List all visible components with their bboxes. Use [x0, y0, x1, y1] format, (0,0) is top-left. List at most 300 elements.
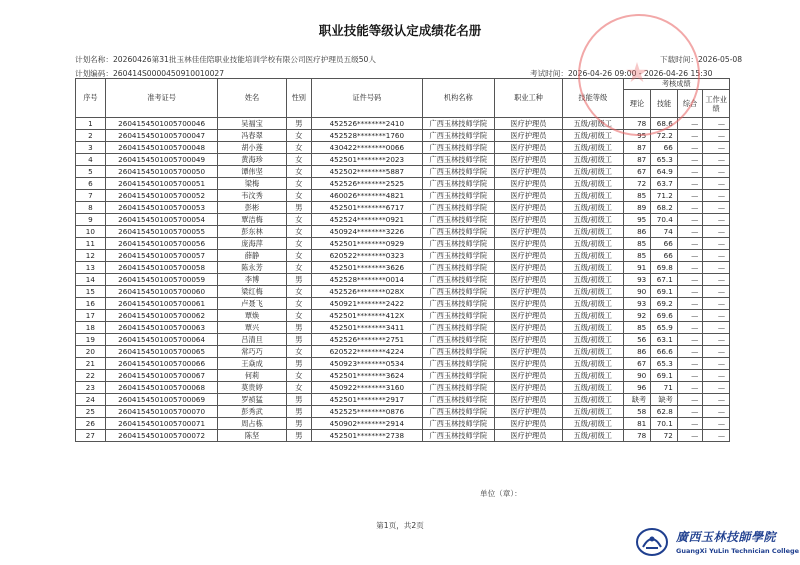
- cell-ticket: 2604154501005700062: [105, 310, 218, 322]
- table-row: [76, 298, 730, 310]
- cell-gender: 男: [286, 394, 312, 406]
- cell-comprehensive: —: [677, 214, 703, 226]
- cell-theory: 86: [623, 346, 651, 358]
- table-row: [76, 154, 730, 166]
- cell-gender: 女: [286, 310, 312, 322]
- table-row: [76, 118, 730, 130]
- cell-level: 五级/初级工: [562, 178, 623, 190]
- cell-ticket: 2604154501005700050: [105, 166, 218, 178]
- plan-name: 计划名称：20260426第31批玉林佳佳陪职业技能培训学校有限公司医疗护理员五级50人: [75, 55, 376, 64]
- cell-id: 450921********2422: [312, 298, 423, 310]
- cell-id: 452501********3624: [312, 370, 423, 382]
- cell-id: 452501********412X: [312, 310, 423, 322]
- cell-job: 医疗护理员: [494, 430, 562, 442]
- cell-id: 430422********0066: [312, 142, 423, 154]
- cell-work: —: [703, 142, 730, 154]
- cell-job: 医疗护理员: [494, 358, 562, 370]
- header-score-group: 考核成绩: [623, 79, 729, 90]
- cell-work: —: [703, 190, 730, 202]
- cell-org: 广西玉林技师学院: [422, 346, 494, 358]
- cell-gender: 女: [286, 154, 312, 166]
- cell-comprehensive: —: [677, 418, 703, 430]
- header-name: 姓名: [218, 79, 286, 118]
- cell-comprehensive: —: [677, 226, 703, 238]
- cell-ticket: 2604154501005700056: [105, 238, 218, 250]
- cell-job: 医疗护理员: [494, 394, 562, 406]
- cell-name: 吕清旦: [218, 334, 286, 346]
- cell-seq: 22: [76, 370, 106, 382]
- cell-name: 薛静: [218, 250, 286, 262]
- header-gender: 性别: [286, 79, 312, 118]
- cell-work: —: [703, 166, 730, 178]
- cell-skill: 69.8: [651, 262, 678, 274]
- cell-ticket: 2604154501005700052: [105, 190, 218, 202]
- cell-ticket: 2604154501005700061: [105, 298, 218, 310]
- cell-org: 广西玉林技师学院: [422, 418, 494, 430]
- cell-name: 冯春翠: [218, 130, 286, 142]
- table-row: [76, 238, 730, 250]
- cell-id: 452501********0929: [312, 238, 423, 250]
- cell-work: —: [703, 298, 730, 310]
- cell-seq: 23: [76, 382, 106, 394]
- cell-name: 周占栋: [218, 418, 286, 430]
- cell-theory: 95: [623, 130, 651, 142]
- header-work: 工作业绩: [703, 90, 730, 118]
- table-row: [76, 262, 730, 274]
- cell-work: —: [703, 274, 730, 286]
- cell-org: 广西玉林技师学院: [422, 130, 494, 142]
- cell-name: 庞海萍: [218, 238, 286, 250]
- cell-gender: 女: [286, 382, 312, 394]
- cell-level: 五级/初级工: [562, 142, 623, 154]
- cell-name: 罗祯猛: [218, 394, 286, 406]
- cell-theory: 90: [623, 286, 651, 298]
- cell-seq: 10: [76, 226, 106, 238]
- cell-level: 五级/初级工: [562, 130, 623, 142]
- cell-level: 五级/初级工: [562, 382, 623, 394]
- cell-job: 医疗护理员: [494, 418, 562, 430]
- cell-job: 医疗护理员: [494, 178, 562, 190]
- cell-skill: 69.1: [651, 286, 678, 298]
- cell-ticket: 2604154501005700071: [105, 418, 218, 430]
- cell-theory: 85: [623, 250, 651, 262]
- cell-level: 五级/初级工: [562, 214, 623, 226]
- cell-skill: 62.8: [651, 406, 678, 418]
- cell-seq: 2: [76, 130, 106, 142]
- cell-theory: 86: [623, 226, 651, 238]
- cell-level: 五级/初级工: [562, 346, 623, 358]
- cell-work: —: [703, 322, 730, 334]
- cell-seq: 12: [76, 250, 106, 262]
- cell-comprehensive: —: [677, 154, 703, 166]
- cell-theory: 78: [623, 118, 651, 130]
- cell-skill: 64.9: [651, 166, 678, 178]
- cell-name: 谭伟坚: [218, 166, 286, 178]
- header-seq: 序号: [76, 79, 106, 118]
- cell-id: 452502********5887: [312, 166, 423, 178]
- cell-org: 广西玉林技师学院: [422, 178, 494, 190]
- cell-level: 五级/初级工: [562, 358, 623, 370]
- table-row: [76, 358, 730, 370]
- table-row: [76, 226, 730, 238]
- cell-org: 广西玉林技师学院: [422, 142, 494, 154]
- cell-seq: 18: [76, 322, 106, 334]
- cell-seq: 14: [76, 274, 106, 286]
- cell-theory: 89: [623, 202, 651, 214]
- cell-level: 五级/初级工: [562, 238, 623, 250]
- cell-job: 医疗护理员: [494, 286, 562, 298]
- cell-work: —: [703, 226, 730, 238]
- cell-name: 彭东林: [218, 226, 286, 238]
- cell-gender: 女: [286, 370, 312, 382]
- cell-job: 医疗护理员: [494, 166, 562, 178]
- cell-id: 452501********2023: [312, 154, 423, 166]
- cell-gender: 男: [286, 274, 312, 286]
- cell-theory: 95: [623, 214, 651, 226]
- cell-seq: 6: [76, 178, 106, 190]
- cell-id: 452501********6717: [312, 202, 423, 214]
- header-id: 证件号码: [312, 79, 423, 118]
- cell-comprehensive: —: [677, 310, 703, 322]
- cell-work: —: [703, 358, 730, 370]
- cell-work: —: [703, 430, 730, 442]
- cell-org: 广西玉林技师学院: [422, 238, 494, 250]
- cell-comprehensive: —: [677, 298, 703, 310]
- cell-job: 医疗护理员: [494, 190, 562, 202]
- cell-skill: 66: [651, 250, 678, 262]
- cell-work: —: [703, 178, 730, 190]
- cell-name: 王焱成: [218, 358, 286, 370]
- cell-id: 450923********0534: [312, 358, 423, 370]
- table-row: [76, 310, 730, 322]
- cell-org: 广西玉林技师学院: [422, 226, 494, 238]
- cell-comprehensive: —: [677, 250, 703, 262]
- cell-org: 广西玉林技师学院: [422, 394, 494, 406]
- table-row: [76, 190, 730, 202]
- cell-name: 陈永芳: [218, 262, 286, 274]
- cell-id: 450922********3160: [312, 382, 423, 394]
- score-roster-table: [75, 78, 730, 442]
- cell-theory: 85: [623, 238, 651, 250]
- cell-ticket: 2604154501005700047: [105, 130, 218, 142]
- table-row: [76, 346, 730, 358]
- cell-comprehensive: —: [677, 430, 703, 442]
- cell-level: 五级/初级工: [562, 190, 623, 202]
- cell-level: 五级/初级工: [562, 322, 623, 334]
- cell-seq: 15: [76, 286, 106, 298]
- cell-skill: 缺考: [651, 394, 678, 406]
- cell-org: 广西玉林技师学院: [422, 370, 494, 382]
- cell-comprehensive: —: [677, 382, 703, 394]
- cell-work: —: [703, 154, 730, 166]
- cell-skill: 69.6: [651, 310, 678, 322]
- cell-comprehensive: —: [677, 346, 703, 358]
- cell-gender: 女: [286, 190, 312, 202]
- cell-comprehensive: —: [677, 394, 703, 406]
- cell-theory: 87: [623, 142, 651, 154]
- cell-id: 452501********2917: [312, 394, 423, 406]
- cell-ticket: 2604154501005700048: [105, 142, 218, 154]
- cell-theory: 67: [623, 166, 651, 178]
- cell-skill: 69.1: [651, 370, 678, 382]
- cell-work: —: [703, 262, 730, 274]
- cell-level: 五级/初级工: [562, 226, 623, 238]
- cell-work: —: [703, 394, 730, 406]
- download-time: 下载时间：2026-05-08: [660, 55, 743, 64]
- college-emblem-icon: [632, 526, 672, 558]
- cell-org: 广西玉林技师学院: [422, 406, 494, 418]
- cell-job: 医疗护理员: [494, 322, 562, 334]
- cell-work: —: [703, 214, 730, 226]
- cell-skill: 70.1: [651, 418, 678, 430]
- cell-skill: 66.6: [651, 346, 678, 358]
- table-row: [76, 142, 730, 154]
- cell-seq: 17: [76, 310, 106, 322]
- cell-ticket: 2604154501005700063: [105, 322, 218, 334]
- header-job: 职业工种: [494, 79, 562, 118]
- table-row: [76, 166, 730, 178]
- cell-seq: 16: [76, 298, 106, 310]
- cell-skill: 65.9: [651, 322, 678, 334]
- cell-name: 覃兴: [218, 322, 286, 334]
- cell-theory: 85: [623, 190, 651, 202]
- cell-comprehensive: —: [677, 322, 703, 334]
- header-ticket: 准考证号: [105, 79, 218, 118]
- cell-name: 黄海珍: [218, 154, 286, 166]
- cell-level: 五级/初级工: [562, 418, 623, 430]
- cell-skill: 63.7: [651, 178, 678, 190]
- cell-ticket: 2604154501005700057: [105, 250, 218, 262]
- cell-org: 广西玉林技师学院: [422, 430, 494, 442]
- cell-level: 五级/初级工: [562, 118, 623, 130]
- cell-theory: 87: [623, 154, 651, 166]
- table-row: [76, 250, 730, 262]
- cell-gender: 女: [286, 130, 312, 142]
- cell-ticket: 2604154501005700058: [105, 262, 218, 274]
- cell-job: 医疗护理员: [494, 250, 562, 262]
- cell-level: 五级/初级工: [562, 166, 623, 178]
- table-row: [76, 394, 730, 406]
- cell-theory: 56: [623, 334, 651, 346]
- cell-job: 医疗护理员: [494, 334, 562, 346]
- cell-name: 陈坚: [218, 430, 286, 442]
- cell-org: 广西玉林技师学院: [422, 118, 494, 130]
- cell-work: —: [703, 310, 730, 322]
- cell-id: 452525********0876: [312, 406, 423, 418]
- cell-id: 452501********3411: [312, 322, 423, 334]
- cell-skill: 66: [651, 142, 678, 154]
- cell-level: 五级/初级工: [562, 334, 623, 346]
- cell-comprehensive: —: [677, 262, 703, 274]
- cell-org: 广西玉林技师学院: [422, 298, 494, 310]
- cell-comprehensive: —: [677, 130, 703, 142]
- cell-skill: 65.3: [651, 154, 678, 166]
- cell-id: 452501********2738: [312, 430, 423, 442]
- cell-gender: 男: [286, 334, 312, 346]
- cell-level: 五级/初级工: [562, 406, 623, 418]
- cell-seq: 9: [76, 214, 106, 226]
- cell-gender: 女: [286, 166, 312, 178]
- cell-comprehensive: —: [677, 142, 703, 154]
- cell-seq: 24: [76, 394, 106, 406]
- cell-name: 李博: [218, 274, 286, 286]
- cell-gender: 女: [286, 250, 312, 262]
- cell-seq: 13: [76, 262, 106, 274]
- cell-work: —: [703, 382, 730, 394]
- roster-body: [76, 118, 730, 442]
- table-row: [76, 130, 730, 142]
- cell-id: 450902********2914: [312, 418, 423, 430]
- cell-work: —: [703, 238, 730, 250]
- cell-job: 医疗护理员: [494, 310, 562, 322]
- cell-level: 五级/初级工: [562, 274, 623, 286]
- cell-gender: 男: [286, 358, 312, 370]
- cell-seq: 1: [76, 118, 106, 130]
- cell-ticket: 2604154501005700049: [105, 154, 218, 166]
- cell-id: 452526********028X: [312, 286, 423, 298]
- table-row: [76, 382, 730, 394]
- cell-gender: 男: [286, 406, 312, 418]
- cell-name: 彭彬: [218, 202, 286, 214]
- signature-label: 单位（章）：: [480, 489, 522, 498]
- header-org: 机构名称: [422, 79, 494, 118]
- cell-comprehensive: —: [677, 118, 703, 130]
- cell-seq: 8: [76, 202, 106, 214]
- cell-seq: 25: [76, 406, 106, 418]
- cell-seq: 26: [76, 418, 106, 430]
- table-row: [76, 370, 730, 382]
- cell-ticket: 2604154501005700055: [105, 226, 218, 238]
- cell-job: 医疗护理员: [494, 346, 562, 358]
- cell-level: 五级/初级工: [562, 286, 623, 298]
- cell-org: 广西玉林技师学院: [422, 322, 494, 334]
- cell-gender: 女: [286, 226, 312, 238]
- cell-id: 452526********2410: [312, 118, 423, 130]
- cell-comprehensive: —: [677, 238, 703, 250]
- cell-gender: 男: [286, 430, 312, 442]
- cell-job: 医疗护理员: [494, 370, 562, 382]
- table-row: [76, 406, 730, 418]
- cell-org: 广西玉林技师学院: [422, 382, 494, 394]
- cell-id: 620522********0323: [312, 250, 423, 262]
- cell-theory: 93: [623, 274, 651, 286]
- cell-work: —: [703, 418, 730, 430]
- cell-comprehensive: —: [677, 370, 703, 382]
- cell-gender: 女: [286, 238, 312, 250]
- cell-level: 五级/初级工: [562, 298, 623, 310]
- cell-name: 吴福宝: [218, 118, 286, 130]
- cell-job: 医疗护理员: [494, 238, 562, 250]
- cell-name: 彭秀武: [218, 406, 286, 418]
- header-level: 技能等级: [562, 79, 623, 118]
- cell-skill: 68.2: [651, 202, 678, 214]
- cell-gender: 女: [286, 298, 312, 310]
- cell-skill: 74: [651, 226, 678, 238]
- cell-org: 广西玉林技师学院: [422, 262, 494, 274]
- cell-level: 五级/初级工: [562, 370, 623, 382]
- cell-work: —: [703, 406, 730, 418]
- document-title: 职业技能等级认定成绩花名册: [318, 23, 482, 38]
- header-comprehensive: 综合: [677, 90, 703, 118]
- cell-job: 医疗护理员: [494, 214, 562, 226]
- cell-id: 460026********4821: [312, 190, 423, 202]
- cell-ticket: 2604154501005700066: [105, 358, 218, 370]
- header-theory: 理论: [623, 90, 651, 118]
- cell-skill: 68.6: [651, 118, 678, 130]
- cell-seq: 19: [76, 334, 106, 346]
- cell-job: 医疗护理员: [494, 298, 562, 310]
- cell-theory: 67: [623, 358, 651, 370]
- cell-level: 五级/初级工: [562, 430, 623, 442]
- cell-gender: 男: [286, 118, 312, 130]
- cell-seq: 20: [76, 346, 106, 358]
- cell-id: 452524********0921: [312, 214, 423, 226]
- cell-name: 韦汶秀: [218, 190, 286, 202]
- cell-ticket: 2604154501005700059: [105, 274, 218, 286]
- exam-time: 考试时间：2026-04-26 09:00 - 2026-04-26 15:30: [530, 69, 713, 78]
- cell-org: 广西玉林技师学院: [422, 202, 494, 214]
- cell-name: 覃焕: [218, 310, 286, 322]
- cell-comprehensive: —: [677, 274, 703, 286]
- cell-id: 452528********1760: [312, 130, 423, 142]
- cell-work: —: [703, 286, 730, 298]
- cell-theory: 85: [623, 322, 651, 334]
- cell-comprehensive: —: [677, 190, 703, 202]
- cell-level: 五级/初级工: [562, 262, 623, 274]
- cell-work: —: [703, 202, 730, 214]
- cell-gender: 女: [286, 178, 312, 190]
- cell-level: 五级/初级工: [562, 310, 623, 322]
- cell-comprehensive: —: [677, 406, 703, 418]
- cell-gender: 女: [286, 262, 312, 274]
- table-row: [76, 430, 730, 442]
- cell-theory: 72: [623, 178, 651, 190]
- cell-job: 医疗护理员: [494, 382, 562, 394]
- cell-seq: 11: [76, 238, 106, 250]
- cell-theory: 92: [623, 310, 651, 322]
- cell-gender: 男: [286, 322, 312, 334]
- cell-name: 莫贵婷: [218, 382, 286, 394]
- cell-name: 胡小莲: [218, 142, 286, 154]
- cell-skill: 72: [651, 430, 678, 442]
- cell-name: 梁红梅: [218, 286, 286, 298]
- cell-ticket: 2604154501005700070: [105, 406, 218, 418]
- cell-org: 广西玉林技师学院: [422, 334, 494, 346]
- cell-job: 医疗护理员: [494, 262, 562, 274]
- cell-gender: 女: [286, 214, 312, 226]
- cell-name: 何莉: [218, 370, 286, 382]
- cell-comprehensive: —: [677, 358, 703, 370]
- cell-name: 卢聂飞: [218, 298, 286, 310]
- cell-gender: 男: [286, 202, 312, 214]
- cell-ticket: 2604154501005700068: [105, 382, 218, 394]
- cell-gender: 女: [286, 346, 312, 358]
- header-skill: 技能: [651, 90, 678, 118]
- cell-name: 梁梅: [218, 178, 286, 190]
- cell-gender: 女: [286, 286, 312, 298]
- cell-theory: 91: [623, 262, 651, 274]
- cell-id: 452528********0014: [312, 274, 423, 286]
- cell-ticket: 2604154501005700064: [105, 334, 218, 346]
- cell-level: 五级/初级工: [562, 154, 623, 166]
- cell-work: —: [703, 118, 730, 130]
- cell-ticket: 260415450100570004​6: [105, 118, 218, 130]
- table-row: [76, 418, 730, 430]
- college-logo-name: 廣西玉林技師學院: [676, 530, 777, 544]
- cell-seq: 4: [76, 154, 106, 166]
- cell-theory: 96: [623, 382, 651, 394]
- cell-job: 医疗护理员: [494, 202, 562, 214]
